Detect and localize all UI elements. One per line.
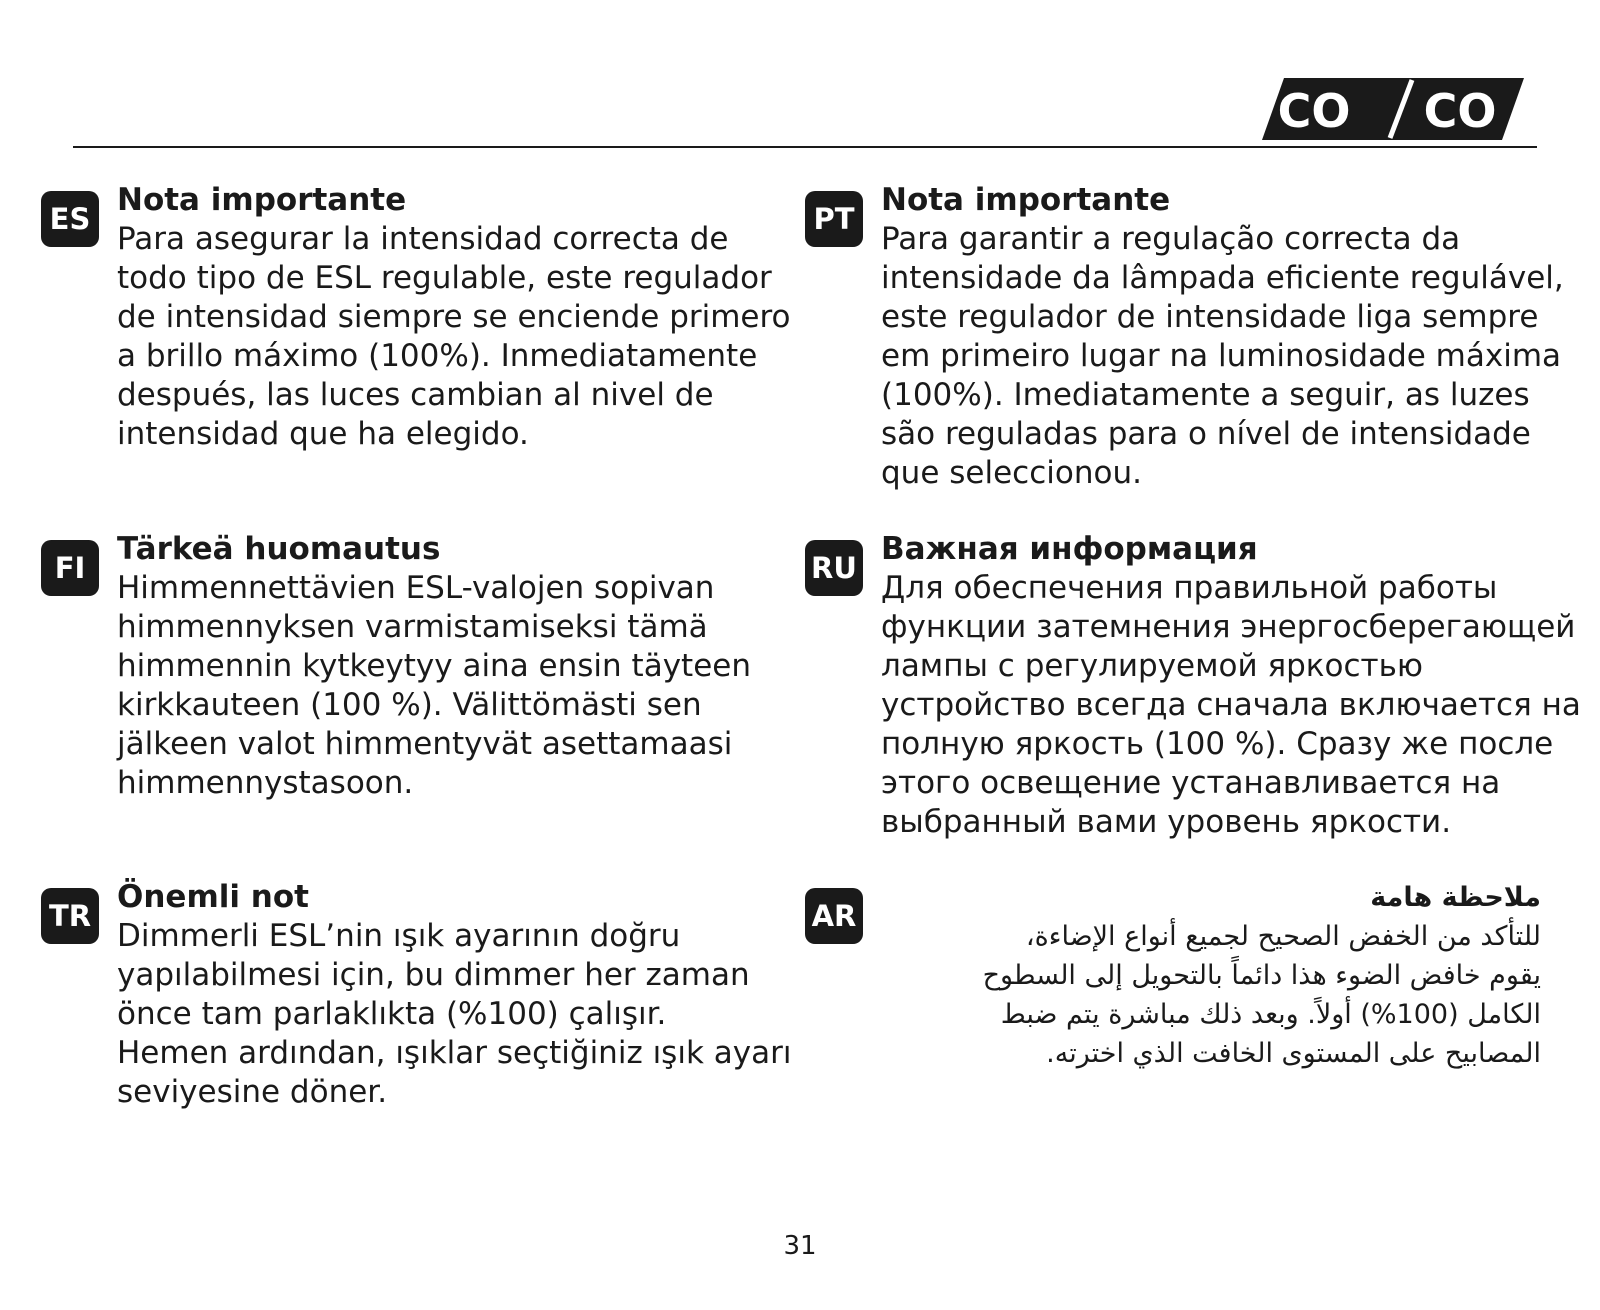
text-line: são reguladas para o nível de intensidade — [881, 416, 1531, 452]
text-line: лампы с регулируемой яркостью — [881, 648, 1423, 684]
page-number: 31 — [783, 1231, 817, 1261]
text-line: выбранный вами уровень яркости. — [881, 804, 1452, 840]
text-line: todo tipo de ESL regulable, este regulador — [117, 260, 772, 296]
language-badge-ar: AR — [805, 888, 863, 944]
text-line: Dimmerli ESL’nin ışık ayarının doğru — [117, 918, 681, 954]
section-tr-content — [117, 878, 792, 1112]
text-line: intensidade da lâmpada eficiente regulável, — [881, 260, 1564, 296]
text-line: seviyesine döner. — [117, 1074, 388, 1110]
text-line: Himmennettävien ESL-valojen sopivan — [117, 570, 715, 606]
text-line: que seleccionou. — [881, 455, 1142, 491]
language-badge-es: ES — [41, 191, 99, 247]
text-line: este regulador de intensidade liga sempre — [881, 299, 1539, 335]
text-line: للتأكد من الخفض الصحيح لجميع أنواع الإضاءة، — [1025, 921, 1541, 952]
text-line: Para garantir a regulação correcta da — [881, 221, 1461, 257]
text-line: الكامل (100%) أولاً. وبعد ذلك مباشرة يتم ضبط — [1000, 999, 1541, 1030]
text-line: önce tam parlaklıkta (%100) çalışır. — [117, 996, 667, 1032]
section-fi-content — [117, 530, 777, 803]
language-badge-fi: FI — [41, 540, 99, 596]
logo-right-word: CO — [1423, 84, 1497, 138]
section-tr-title: Önemli not — [117, 879, 309, 915]
text-line: em primeiro lugar na luminosidade máxima — [881, 338, 1562, 374]
text-line: después, las luces cambian al nivel de — [117, 377, 714, 413]
text-line: Для обеспечения правильной работы — [881, 570, 1498, 606]
text-line: himmennin kytkeytyy aina ensin täyteen — [117, 648, 751, 684]
text-line: jälkeen valot himmentyvät asettamaasi — [117, 726, 733, 762]
language-badge-tr: TR — [41, 888, 99, 944]
section-ar-content — [881, 878, 1541, 1073]
text-line: kirkkauteen (100 %). Välittömästi sen — [117, 687, 702, 723]
text-line: intensidad que ha elegido. — [117, 416, 529, 452]
section-pt-title: Nota importante — [881, 182, 1171, 218]
language-badge-pt: PT — [805, 191, 863, 247]
text-line: устройство всегда сначала включается на — [881, 687, 1581, 723]
coco-logo — [1262, 78, 1524, 140]
text-line: функции затемнения энергосберегающей — [881, 609, 1576, 645]
section-es-title: Nota importante — [117, 182, 407, 218]
text-line: Para asegurar la intensidad correcta de — [117, 221, 729, 257]
text-line: himmennystasoon. — [117, 765, 414, 801]
text-line: de intensidad siempre se enciende primero — [117, 299, 791, 335]
text-line: himmennyksen varmistamiseksi tämä — [117, 609, 708, 645]
language-badge-ru: RU — [805, 540, 863, 596]
text-line: (100%). Imediatamente a seguir, as luzes — [881, 377, 1530, 413]
section-pt-content — [881, 181, 1564, 493]
text-line: yapılabilmesi için, bu dimmer her zaman — [117, 957, 750, 993]
logo-left-word: CO — [1277, 84, 1351, 138]
text-line: المصابيح على المستوى الخافت الذي اخترته. — [1046, 1038, 1541, 1069]
text-line: Hemen ardından, ışıklar seçtiğiniz ışık ayarı — [117, 1035, 792, 1071]
section-fi-title: Tärkeä huomautus — [117, 531, 441, 567]
header-divider — [73, 146, 1537, 148]
section-es-content — [117, 181, 791, 454]
section-ru-title: Важная информация — [881, 531, 1258, 567]
text-line: يقوم خافض الضوء هذا دائماً بالتحويل إلى السطوح — [982, 960, 1541, 991]
text-line: полную яркость (100 %). Сразу же после — [881, 726, 1554, 762]
section-ru-content — [881, 530, 1581, 842]
text-line: этого освещение устанавливается на — [881, 765, 1501, 801]
text-line: a brillo máximo (100%). Inmediatamente — [117, 338, 758, 374]
section-ar-title: ملاحظة هامة — [1370, 882, 1541, 913]
